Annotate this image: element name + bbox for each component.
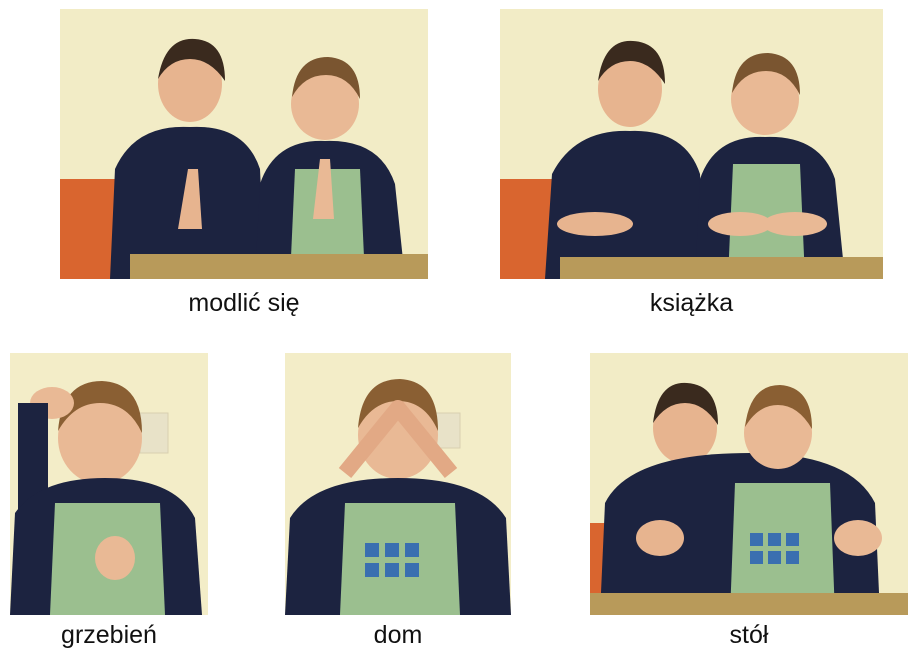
caption-ksiazka: książka [649, 289, 734, 317]
photo-ksiazka [500, 9, 883, 279]
photo-dom [285, 353, 511, 615]
caption-grzebien: grzebień [61, 621, 157, 649]
photo-modlic-sie [60, 9, 428, 279]
photo-grzebien [10, 353, 208, 615]
photo-stol [590, 353, 908, 615]
caption-modlic-sie: modlić się [188, 289, 300, 317]
caption-dom: dom [373, 621, 423, 649]
caption-stol: stół [729, 621, 769, 649]
